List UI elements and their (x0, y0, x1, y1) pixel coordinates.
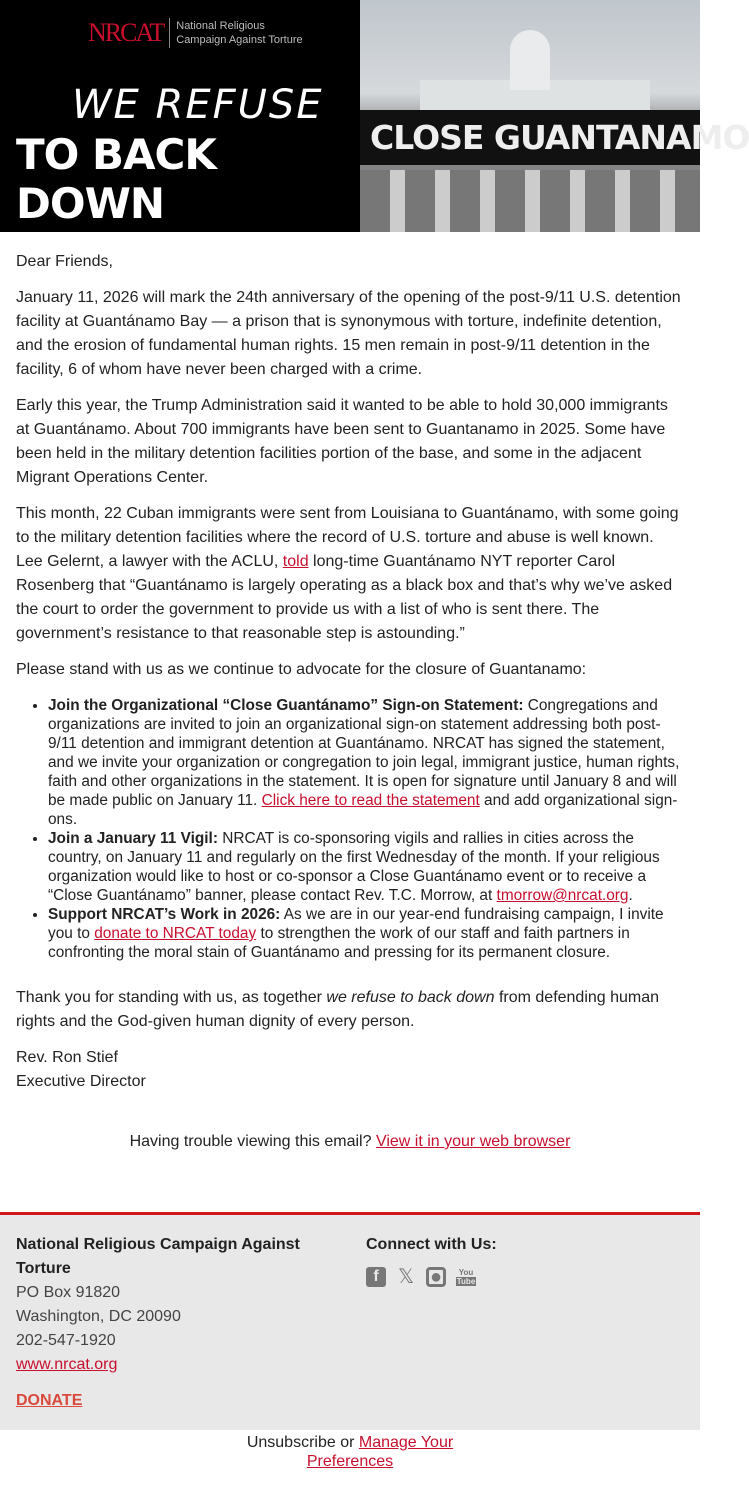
emphasis: we refuse to back down (326, 989, 495, 1006)
org-name: National Religious Campaign Against Torture (16, 1236, 300, 1277)
paragraph: Early this year, the Trump Administration said it wanted to be able to hold 30,000 immigrants at Guantánamo. About 700 immigrants have been sent to Guantanamo in 2025. Some have been held in the military detention facilities portion of the base, and some in the adjacent Migrant Operations Center. (16, 397, 668, 486)
website-link[interactable]: www.nrcat.org (16, 1356, 118, 1373)
signature-title: Executive Director (16, 1073, 146, 1090)
contact-info (16, 1233, 366, 1430)
text: Thank you for standing with us, as together (16, 989, 327, 1006)
greeting: Dear Friends, (16, 253, 113, 270)
item-text: and add organizational sign-ons. (48, 792, 678, 828)
nrcat-logo (88, 18, 310, 48)
item-text: NRCAT is co-sponsoring vigils and rallies in cities across the country, on January 11 and regularly on the first Wednesday of the month. If your religious organization would like to host or co-sponsor a Close Guantánamo event or to receive a “Close Guantánamo” banner, please contact Rev. T.C. Morrow, at (48, 830, 660, 904)
item-text: to strengthen the work of our staff and faith partners in confronting the moral stain of Guantánamo and pressing for its permanent closure. (48, 925, 630, 961)
manage-preferences-link[interactable]: Manage Your Preferences (306, 1434, 454, 1470)
item-title: Join a January 11 Vigil: (48, 830, 218, 847)
address-line: PO Box 91820 (16, 1284, 121, 1301)
crosswalk (360, 170, 700, 232)
paragraph: Please stand with us as we continue to advocate for the closure of Guantanamo: (16, 661, 587, 678)
instagram-icon[interactable]: ● (426, 1267, 446, 1287)
headline-line-2: TO BACK DOWN (16, 130, 216, 228)
connect-heading: Connect with Us: (366, 1236, 497, 1253)
headline-line-1: WE REFUSE (72, 82, 324, 128)
list-item (48, 905, 684, 962)
text: This month, 22 Cuban immigrants were sent from Louisiana to Guantánamo, with some going to the military detention facilities where the record of U.S. torture and abuse is well known. Lee Gelernt, a lawyer with the ACLU, (16, 505, 679, 570)
facebook-icon[interactable]: f (366, 1267, 386, 1287)
capitol-dome (510, 30, 550, 90)
signature-name: Rev. Ron Stief (16, 1049, 118, 1066)
text: Having trouble viewing this email? (129, 1133, 376, 1150)
unsubscribe (220, 1430, 480, 1471)
youtube-icon[interactable]: You Tube (456, 1268, 476, 1286)
donate-button[interactable]: DONATE (16, 1392, 83, 1409)
paragraph: January 11, 2026 will mark the 24th anniversary of the opening of the post-9/11 U.S. detention facility at Guantánamo Bay — a prison that is synonymous with torture, indefinite detention, and the erosion of fundamental human rights. 15 men remain in post-9/11 detention in the facility, 6 of whom have never been charged with a crime. (16, 289, 681, 378)
hero-photo (360, 0, 749, 232)
closing (16, 986, 684, 1034)
protest-banner: CLOSE GUANTANAMO (360, 110, 700, 165)
item-title: Support NRCAT’s Work in 2026: (48, 906, 281, 923)
social (366, 1233, 497, 1430)
view-in-browser-link[interactable]: View it in your web browser (375, 1133, 571, 1150)
paragraph (16, 502, 684, 646)
email-body (0, 232, 700, 1154)
list-item (48, 829, 684, 905)
item-title: Join the Organizational “Close Guantánamo” Sign-on Statement: (48, 697, 524, 714)
phone: 202-547-1920 (16, 1332, 116, 1349)
action-list (48, 696, 684, 962)
view-in-browser (16, 1130, 684, 1154)
donate-link[interactable]: donate to NRCAT today (94, 925, 257, 942)
x-icon[interactable]: 𝕏 (397, 1266, 415, 1288)
item-text: As we are in our year-end fundraising campaign, I invite you to (48, 906, 664, 942)
hero-banner (0, 0, 749, 232)
email-link[interactable]: tmorrow@nrcat.org (496, 887, 629, 904)
logo-mark: NRCAT (88, 18, 170, 48)
footer (0, 1212, 700, 1430)
text: Unsubscribe or (246, 1434, 359, 1451)
logo-text: National Religious Campaign Against Torture (176, 20, 303, 46)
item-text: . (628, 887, 633, 904)
item-text: Congregations and organizations are invited to join an organizational sign-on statement addressing both post-9/11 detention and immigrant detention at Guantánamo. NRCAT has signed the statement, and we invite your organization or congregation to join legal, immigrant justice, human rights, faith and other organizations in the statement. It is open for signature until January 8 and will be made public on January 11. (48, 697, 680, 809)
hero-text-panel (0, 0, 360, 232)
told-link[interactable]: told (282, 553, 309, 570)
text: from defending human rights and the God-given human dignity of every person. (16, 989, 660, 1030)
address-line: Washington, DC 20090 (16, 1308, 181, 1325)
list-item (48, 696, 684, 829)
text: long-time Guantánamo NYT reporter Carol Rosenberg that “Guantánamo is largely operating as a black box and that’s why we’ve asked the court to order the government to provide us with a list of who is sent there. The government’s resistance to that reasonable step is astounding.” (16, 553, 673, 642)
read-statement-link[interactable]: Click here to read the statement (261, 792, 480, 809)
